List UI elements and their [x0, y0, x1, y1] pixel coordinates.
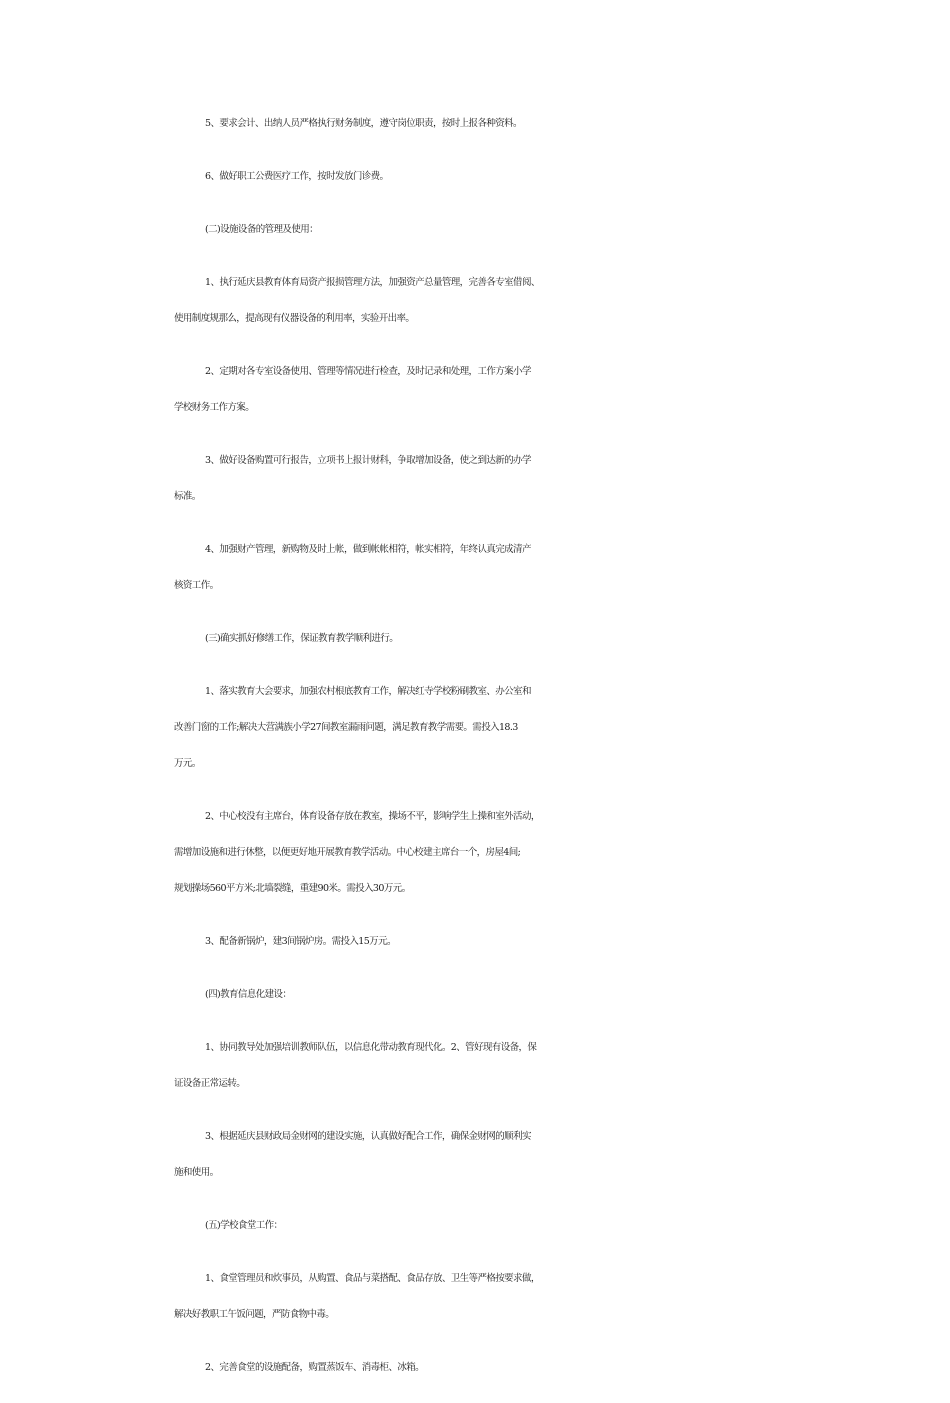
paragraph-facilities-item-4 [143, 532, 809, 604]
paragraph-line: 使用制度规那么，提高现有仪器设备的利用率，实验开出率。 [174, 313, 415, 324]
paragraph-informatization-item-1 [143, 1030, 809, 1102]
paragraph-line: 1、落实教育大会要求，加强农村根底教育工作，解决红寺学校粉刷教室、办公室和 [205, 686, 531, 697]
paragraph-facilities-item-1 [143, 265, 809, 337]
paragraph-line: 6、做好职工公费医疗工作，按时发放门诊费。 [205, 171, 389, 182]
paragraph-facilities-item-3 [143, 443, 809, 515]
paragraph-line: 1、执行延庆县教育体育局资产报损管理方法，加强资产总量管理，完善各专室借阅、 [205, 277, 540, 288]
paragraph-canteen-item-2 [143, 1350, 809, 1386]
paragraph-line: 施和使用。 [174, 1167, 219, 1178]
paragraph-line: 学校财务工作方案。 [174, 402, 255, 413]
paragraph-line: 改善门窗的工作;解决大营满族小学27间教室漏雨问题，满足教育教学需要。需投入18.3 [174, 722, 518, 733]
paragraph-line: 2、完善食堂的设施配备，购置蒸饭车、消毒柜、冰箱。 [205, 1362, 425, 1373]
paragraph-repairs-item-2 [143, 799, 809, 907]
section-heading-text: (四)教育信息化建设： [205, 989, 292, 1000]
paragraph-line: 万元。 [174, 758, 201, 769]
paragraph-canteen-item-1 [143, 1261, 809, 1333]
document-body [143, 106, 809, 1403]
paragraph-line: 核资工作。 [174, 580, 219, 591]
paragraph-line: 1、协同教导处加强培训教师队伍，以信息化带动教育现代化。2、管好现有设备，保 [205, 1042, 537, 1053]
paragraph-facilities-item-2 [143, 354, 809, 426]
paragraph-informatization-item-3 [143, 1119, 809, 1191]
section-heading-canteen [143, 1208, 809, 1244]
paragraph-line: 2、中心校没有主席台，体育设备存放在教室，操场不平，影响学生上操和室外活动， [205, 811, 540, 822]
paragraph-line: 需增加设施和进行休整，以便更好地开展教育教学活动。中心校建主席台一个，房屋4间; [174, 847, 521, 858]
paragraph-finance-item-6 [143, 159, 809, 195]
paragraph-finance-item-5 [143, 106, 809, 142]
section-heading-text: (二)设施设备的管理及使用： [205, 224, 319, 235]
section-heading-repairs [143, 621, 809, 657]
paragraph-line: 规划操场560平方米;北墙裂缝，重建90米。需投入30万元。 [174, 883, 411, 894]
paragraph-line: 2、定期对各专室设备使用、管理等情况进行检查，及时记录和处理，工作方案小学 [205, 366, 531, 377]
paragraph-repairs-item-1 [143, 674, 809, 782]
paragraph-line: 证设备正常运转。 [174, 1078, 246, 1089]
paragraph-line: 标准。 [174, 491, 201, 502]
section-heading-informatization [143, 977, 809, 1013]
paragraph-repairs-item-3 [143, 924, 809, 960]
paragraph-line: 3、做好设备购置可行报告，立项书上报计财科，争取增加设备，使之到达新的办学 [205, 455, 531, 466]
section-heading-facilities [143, 212, 809, 248]
paragraph-line: 解决好教职工午饭问题，严防食物中毒。 [174, 1309, 335, 1320]
paragraph-line: 5、要求会计、出纳人员严格执行财务制度，遵守岗位职责，按时上报各种资料。 [205, 118, 522, 129]
paragraph-line: 4、加强财产管理，新购物及时上帐，做到帐帐相符，帐实相符，年终认真完成清产 [205, 544, 531, 555]
paragraph-line: 1、食堂管理员和炊事员，从购置、食品与菜搭配、食品存放、卫生等严格按要求做， [205, 1273, 540, 1284]
section-heading-text: (三)确实抓好修缮工作，保证教育教学顺利进行。 [205, 633, 399, 644]
paragraph-line: 3、根据延庆县财政局金财网的建设实施，认真做好配合工作，确保金财网的顺利实 [205, 1131, 531, 1142]
section-heading-text: (五)学校食堂工作： [205, 1220, 283, 1231]
paragraph-line: 3、配备新锅炉，建3间锅炉房。需投入15万元。 [205, 936, 396, 947]
